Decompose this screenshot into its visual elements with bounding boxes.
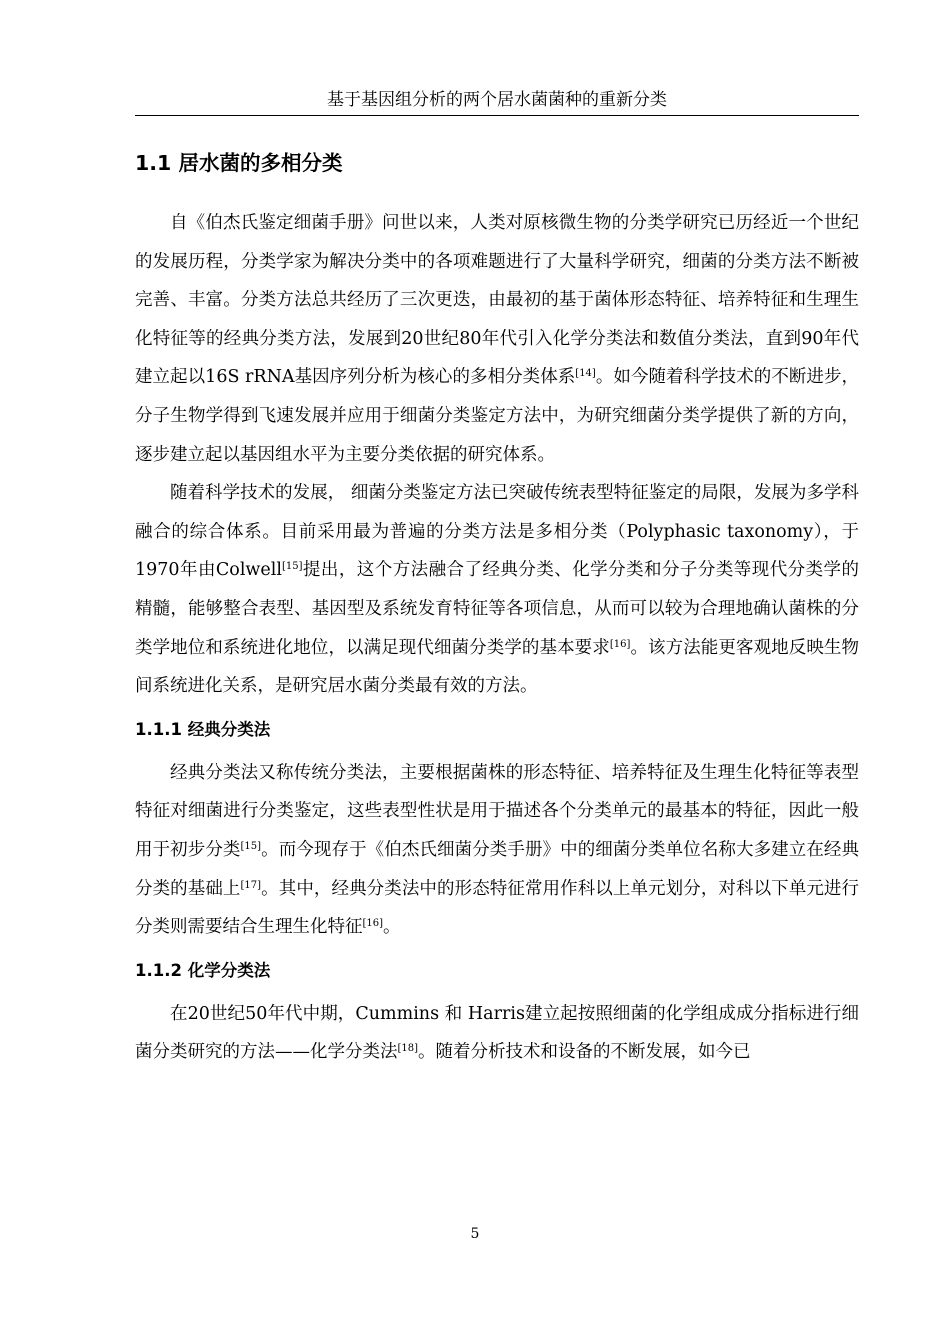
paragraph-text: 。如今随着科学技术的不断进步，分子生物学得到飞速发展并应用于细菌分类鉴定方法中，为研究细菌分类学提供了新的方向，逐步建立起以基因组水平为主要分类依据的研究体系。 (135, 367, 859, 465)
section-heading: 1.1 居水菌的多相分类 (135, 151, 343, 175)
body-paragraph (135, 995, 859, 1072)
body-paragraph (135, 474, 859, 706)
page-number: 5 (470, 1226, 480, 1242)
citation-ref: [15] (240, 840, 262, 852)
subsections (135, 718, 859, 1072)
body-paragraph (135, 754, 859, 947)
citation-ref: [17] (240, 879, 262, 891)
body-paragraph (135, 204, 859, 474)
paragraph-text: 提出，这个方法融合了经典分类、化学分类和分子分类等现代分类学的精髓，能够整合表型、基因型及系统发育特征等各项信息，从而可以较为合理地确认菌株的分类学地位和系统进化地位，以满足现代细菌分类学的基本要求 (135, 560, 860, 658)
paragraph-text: 。 (383, 917, 401, 938)
paragraph-text: 在20世纪50年代中期，Cummins 和 Harris建立起按照细菌的化学组成成分指标进行细菌分类研究的方法——化学分类法 (135, 1003, 859, 1063)
paragraph-text: 。该方法能更客观地反映生物间系统进化关系，是研究居水菌分类最有效的方法。 (135, 637, 860, 697)
paragraph-text: 随着科学技术的发展， 细菌分类鉴定方法已突破传统表型特征鉴定的局限，发展为多学科融合的综合体系。目前采用最为普遍的分类方法是多相分类（Polyphasic taxonomy），于1970年由Colwell (135, 483, 859, 581)
subsection-heading: 1.1.2 化学分类法 (135, 960, 271, 980)
paragraph-text: 。其中，经典分类法中的形态特征常用作科以上单元划分，对科以下单元进行分类则需要结合生理生化特征 (135, 878, 860, 938)
citation-ref: [15] (281, 561, 303, 573)
running-header: 基于基因组分析的两个居水菌菌种的重新分类 (135, 88, 859, 116)
subsection-heading: 1.1.1 经典分类法 (135, 719, 271, 739)
citation-ref: [16] (362, 918, 384, 930)
citation-ref: [16] (609, 638, 631, 650)
citation-ref: [18] (397, 1043, 419, 1055)
section-body (135, 204, 859, 706)
paragraph-text: 。随着分析技术和设备的不断发展，如今已 (418, 1042, 751, 1063)
citation-ref: [14] (575, 368, 596, 380)
paragraph-text: 自《伯杰氏鉴定细菌手册》问世以来，人类对原核微生物的分类学研究已历经近一个世纪的发展历程，分类学家为解决分类中的各项难题进行了大量科学研究，细菌的分类方法不断被完善、丰富。分类方法总共经历了三次更迭，由最初的基于菌体形态特征、培养特征和生理生化特征等的经典分类方法，发展到20世纪80年代引入化学分类法和数值分类法，直到90年代建立起以16S rRNA基因序列分析为核心的多相分类体系 (135, 213, 859, 388)
paragraph-text: 。而今现存于《伯杰氏细菌分类手册》中的细菌分类单位名称大多建立在经典分类的基础上 (135, 839, 860, 899)
paragraph-text: 经典分类法又称传统分类法，主要根据菌株的形态特征、培养特征及生理生化特征等表型特征对细菌进行分类鉴定，这些表型性状是用于描述各个分类单元的最基本的特征，因此一般用于初步分类 (135, 762, 859, 860)
page-content (135, 148, 859, 1072)
